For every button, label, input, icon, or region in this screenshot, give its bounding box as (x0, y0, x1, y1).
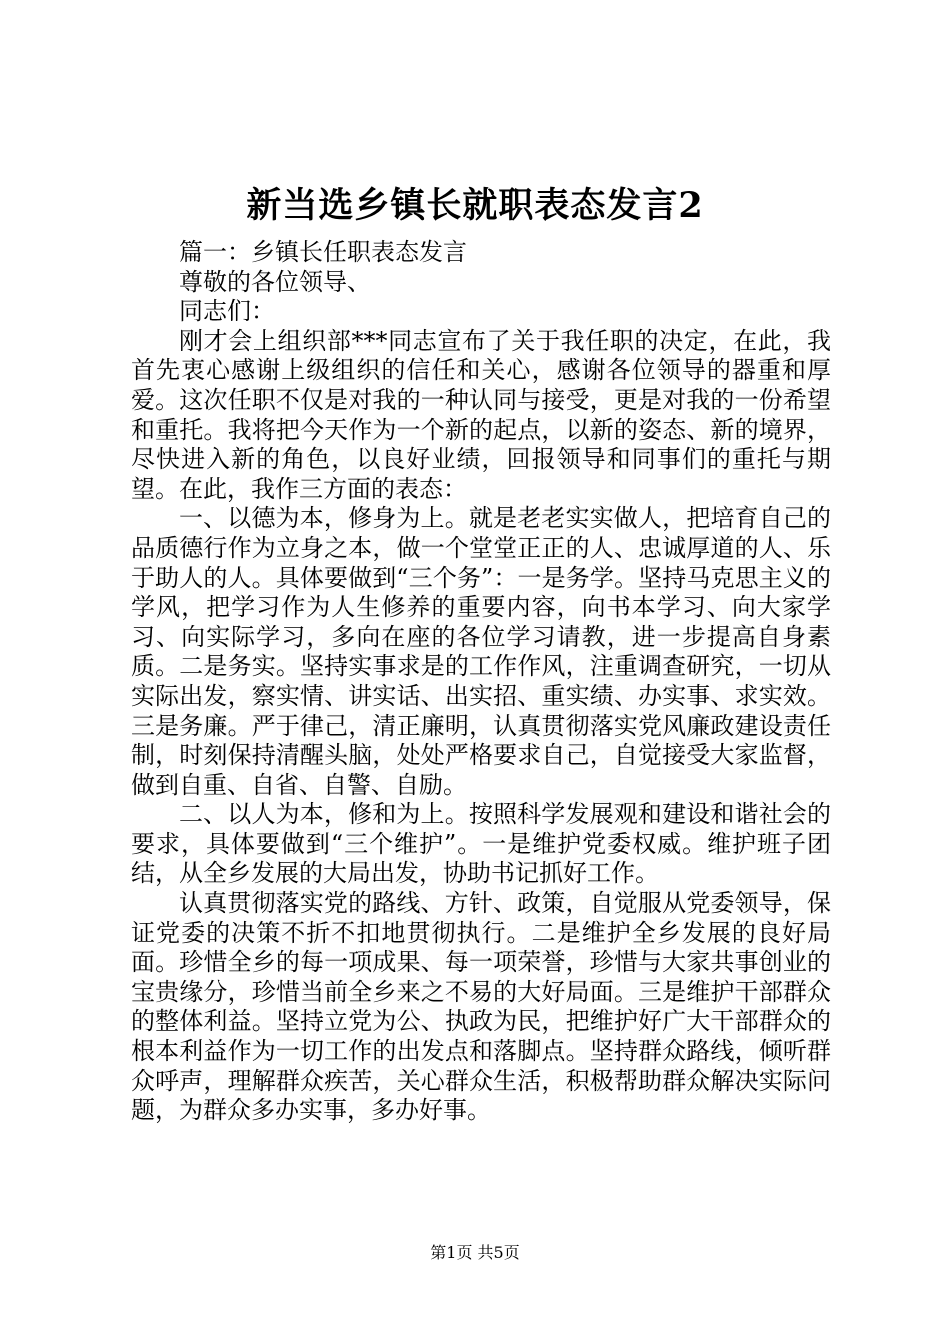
paragraph-point-one: 一、以德为本，修身为上。就是老老实实做人，把培育自己的品质德行作为立身之本，做一个堂堂正正的人、忠诚厚道的人、乐于助人的人。具体要做到“三个务”：一是务学。坚持马克思主义的学风，把学习作为人生修养的重要内容，向书本学习、向大家学习、向实际学习，多向在座的各位学习请教，进一步提高自身素质。二是务实。坚持实事求是的工作作风，注重调查研究，一切从实际出发，察实情、讲实话、出实招、重实绩、办实事、求实效。三是务廉。严于律己，清正廉明，认真贯彻落实党风廉政建设责任制，时刻保持清醒头脑，处处严格要求自己，自觉接受大家监督，做到自重、自省、自警、自励。 (131, 504, 831, 799)
page-footer: 第1页 共5页 (430, 1243, 520, 1262)
document-title: 新当选乡镇长就职表态发言2 (246, 185, 704, 226)
paragraph-point-two: 二、以人为本，修和为上。按照科学发展观和建设和谐社会的要求，具体要做到“三个维护”。一是维护党委权威。维护班子团结，从全乡发展的大局出发，协助书记抓好工作。 (131, 800, 831, 888)
paragraph-salutation-2: 同志们： (179, 297, 275, 326)
paragraph-salutation: 尊敬的各位领导、 (179, 267, 371, 296)
document-body (131, 238, 831, 1126)
paragraph-section-heading: 篇一：乡镇长任职表态发言 (179, 238, 467, 266)
paragraph-point-two-continued: 认真贯彻落实党的路线、方针、政策，自觉服从党委领导，保证党委的决策不折不扣地贯彻执行。二是维护全乡发展的良好局面。珍惜全乡的每一项成果、每一项荣誉，珍惜与大家共事创业的宝贵缘分，珍惜当前全乡来之不易的大好局面。三是维护干部群众的整体利益。坚持立党为公、执政为民，把维护好广大干部群众的根本利益作为一切工作的出发点和落脚点。坚持群众路线，倾听群众呼声，理解群众疾苦，关心群众生活，积极帮助群众解决实际问题，为群众多办实事，多办好事。 (131, 889, 831, 1125)
paragraph-intro: 刚才会上组织部***同志宣布了关于我任职的决定，在此，我首先衷心感谢上级组织的信任和关心，感谢各位领导的器重和厚爱。这次任职不仅是对我的一种认同与接受，更是对我的一份希望和重托。我将把今天作为一个新的起点，以新的姿态、新的境界，尽快进入新的角色，以良好业绩，回报领导和同事们的重托与期望。在此，我作三方面的表态： (131, 326, 831, 503)
